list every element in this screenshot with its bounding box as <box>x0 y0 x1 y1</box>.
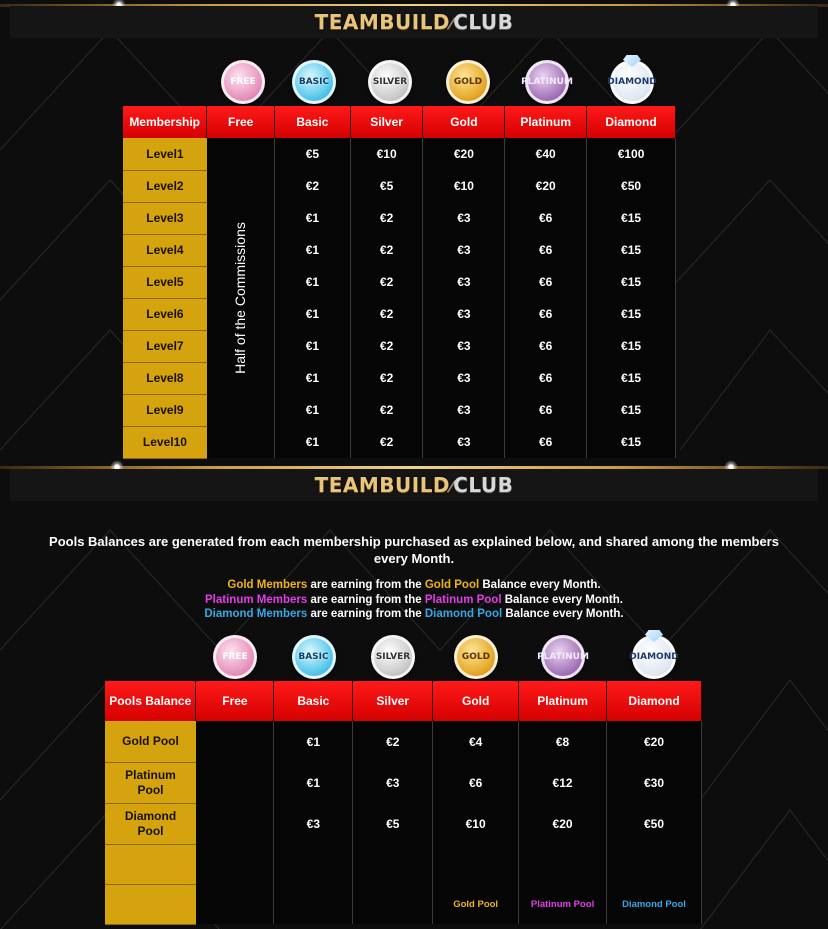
table-cell: €100 <box>587 138 676 170</box>
table-cell: €6 <box>505 266 587 298</box>
gold-pool-line <box>0 578 828 593</box>
table-row <box>105 884 702 924</box>
header-silver: Silver <box>353 681 433 721</box>
table-cell: €40 <box>505 138 587 170</box>
table-cell: €10 <box>433 803 519 844</box>
pools-intro-text: Pools Balances are generated from each membership purchased as explained below, and shared among the members every Month. <box>49 534 779 566</box>
table-cell: €15 <box>587 426 676 458</box>
header-platinum: Platinum <box>505 106 587 138</box>
table-cell: €6 <box>433 762 519 803</box>
table-cell: €20 <box>519 803 607 844</box>
table-cell: €15 <box>587 234 676 266</box>
table-cell: €2 <box>353 721 433 762</box>
header-diamond: Diamond <box>587 106 676 138</box>
pool-label: Platinum Pool <box>105 762 196 803</box>
level-label: Level5 <box>123 266 207 298</box>
header-free: Free <box>196 681 274 721</box>
table-cell: €6 <box>505 426 587 458</box>
table-cell: €15 <box>587 394 676 426</box>
table-cell: €2 <box>350 234 423 266</box>
gold-badge-icon: GOLD <box>454 635 498 679</box>
table-row <box>105 803 702 844</box>
platinum-pool-line <box>0 593 828 608</box>
platinum-pool-text: Platinum Pool <box>424 594 502 606</box>
table-cell: €1 <box>274 762 353 803</box>
header-gold: Gold <box>423 106 505 138</box>
pools-table <box>105 681 702 925</box>
table-cell <box>519 844 607 884</box>
level-label: Level8 <box>123 362 207 394</box>
logo-bar-top <box>10 6 818 38</box>
platinum-badge-icon: PLATINUM <box>541 635 585 679</box>
table-cell <box>274 884 353 924</box>
empty-label-cell <box>105 884 196 924</box>
line-text: Balance every Month. <box>502 608 624 620</box>
table-cell: €10 <box>350 138 423 170</box>
level-label: Level9 <box>123 394 207 426</box>
logo-club-text: CLUB <box>453 473 514 497</box>
table-cell <box>353 884 433 924</box>
table-cell: €1 <box>275 234 351 266</box>
table-cell: €6 <box>505 394 587 426</box>
table-cell: €4 <box>433 721 519 762</box>
table-cell: €5 <box>353 803 433 844</box>
header-basic: Basic <box>274 681 353 721</box>
table-cell: €2 <box>350 266 423 298</box>
free-commission-note: Half of the Commissions <box>232 222 249 374</box>
table-cell: €2 <box>275 170 351 202</box>
empty-label-cell <box>105 844 196 884</box>
table-cell: €2 <box>350 330 423 362</box>
table-cell <box>433 844 519 884</box>
table-cell: €2 <box>350 394 423 426</box>
teambuildclub-logo: TEAMBUILD⁄CLUB <box>314 10 514 34</box>
table-cell: €20 <box>505 170 587 202</box>
free-commission-cell <box>207 138 275 458</box>
table-cell: €3 <box>274 803 353 844</box>
level-label: Level3 <box>123 202 207 234</box>
table-cell: €12 <box>519 762 607 803</box>
header-membership: Membership <box>123 106 207 138</box>
table-cell: €15 <box>587 330 676 362</box>
table-cell: €3 <box>423 394 505 426</box>
header-gold: Gold <box>433 681 519 721</box>
header-free: Free <box>207 106 275 138</box>
gold-badge-icon: GOLD <box>446 60 490 104</box>
header-silver: Silver <box>350 106 423 138</box>
table-cell: €6 <box>505 330 587 362</box>
header-diamond: Diamond <box>607 681 702 721</box>
table-cell: €30 <box>607 762 702 803</box>
table-cell: €6 <box>505 362 587 394</box>
table-cell: €3 <box>423 234 505 266</box>
table-row <box>105 721 702 762</box>
level-label: Level4 <box>123 234 207 266</box>
level-label: Level7 <box>123 330 207 362</box>
table-cell: €1 <box>275 426 351 458</box>
free-badge-icon: FREE <box>221 60 265 104</box>
table-row <box>123 138 676 170</box>
table-cell: €2 <box>350 426 423 458</box>
pool-label: Diamond Pool <box>105 803 196 844</box>
diamond-pool-tag: Diamond Pool <box>607 884 702 924</box>
table-cell: €20 <box>607 721 702 762</box>
diamond-pool-text: Diamond Pool <box>424 608 503 620</box>
table-cell <box>274 844 353 884</box>
line-text: are earning from the <box>307 579 425 591</box>
table-cell: €1 <box>275 266 351 298</box>
table-cell: €1 <box>275 202 351 234</box>
membership-badges-top <box>204 60 672 104</box>
table-cell: €15 <box>587 362 676 394</box>
silver-badge-icon: SILVER <box>368 60 412 104</box>
commission-table <box>123 106 676 459</box>
silver-badge-icon: SILVER <box>371 635 415 679</box>
table-cell: €1 <box>275 330 351 362</box>
table-cell: €50 <box>607 803 702 844</box>
table-cell: €1 <box>275 298 351 330</box>
level-label: Level2 <box>123 170 207 202</box>
table-cell: €6 <box>505 298 587 330</box>
table-cell: €20 <box>423 138 505 170</box>
gold-pool-text: Gold Pool <box>424 579 480 591</box>
header-basic: Basic <box>275 106 351 138</box>
table-cell: €1 <box>275 394 351 426</box>
free-badge-icon: FREE <box>213 635 257 679</box>
pool-label: Gold Pool <box>105 721 196 762</box>
table-cell: €3 <box>423 298 505 330</box>
logo-club-text: CLUB <box>453 10 514 34</box>
table-cell: €6 <box>505 234 587 266</box>
table-cell: €10 <box>423 170 505 202</box>
platinum-pool-tag: Platinum Pool <box>519 884 607 924</box>
table-row <box>105 844 702 884</box>
table-row <box>105 762 702 803</box>
line-text: Balance every Month. <box>501 594 623 606</box>
diamond-members-text: Diamond Members <box>204 608 308 620</box>
line-text: are earning from the <box>307 608 425 620</box>
platinum-badge-icon: PLATINUM <box>525 60 569 104</box>
membership-badges-bottom <box>196 635 701 679</box>
table-cell: €1 <box>275 362 351 394</box>
table-cell: €2 <box>350 202 423 234</box>
header-pools-balance: Pools Balance <box>105 681 196 721</box>
table-cell: €50 <box>587 170 676 202</box>
table-cell: €3 <box>423 330 505 362</box>
table-cell: €3 <box>423 202 505 234</box>
gold-members-text: Gold Members <box>227 579 308 591</box>
table-cell <box>353 844 433 884</box>
header-platinum: Platinum <box>519 681 607 721</box>
platinum-members-text: Platinum Members <box>205 594 308 606</box>
table-cell: €1 <box>274 721 353 762</box>
logo-main-text: TEAMBUILD <box>314 10 451 34</box>
table-cell <box>607 844 702 884</box>
table-cell: €3 <box>423 426 505 458</box>
table-cell: €8 <box>519 721 607 762</box>
gold-pool-tag: Gold Pool <box>433 884 519 924</box>
table-cell: €2 <box>350 362 423 394</box>
teambuildclub-logo: TEAMBUILD⁄CLUB <box>314 473 514 497</box>
table-cell: €6 <box>505 202 587 234</box>
level-label: Level6 <box>123 298 207 330</box>
table-cell: €3 <box>423 266 505 298</box>
line-text: Balance every Month. <box>479 579 601 591</box>
table-cell: €5 <box>350 170 423 202</box>
level-label: Level10 <box>123 426 207 458</box>
diamond-badge-icon: DIAMOND <box>610 60 654 104</box>
free-pool-cell <box>196 721 274 924</box>
logo-bar-middle <box>10 469 818 501</box>
table-cell: €3 <box>423 362 505 394</box>
table-cell: €3 <box>353 762 433 803</box>
diamond-pool-line <box>0 607 828 622</box>
table-cell: €15 <box>587 298 676 330</box>
logo-main-text: TEAMBUILD <box>314 473 451 497</box>
basic-badge-icon: BASIC <box>292 635 336 679</box>
table-cell: €5 <box>275 138 351 170</box>
table-cell: €15 <box>587 202 676 234</box>
table-cell: €2 <box>350 298 423 330</box>
line-text: are earning from the <box>307 594 425 606</box>
table-cell: €15 <box>587 266 676 298</box>
level-label: Level1 <box>123 138 207 170</box>
basic-badge-icon: BASIC <box>292 60 336 104</box>
diamond-badge-icon: DIAMOND <box>632 635 676 679</box>
